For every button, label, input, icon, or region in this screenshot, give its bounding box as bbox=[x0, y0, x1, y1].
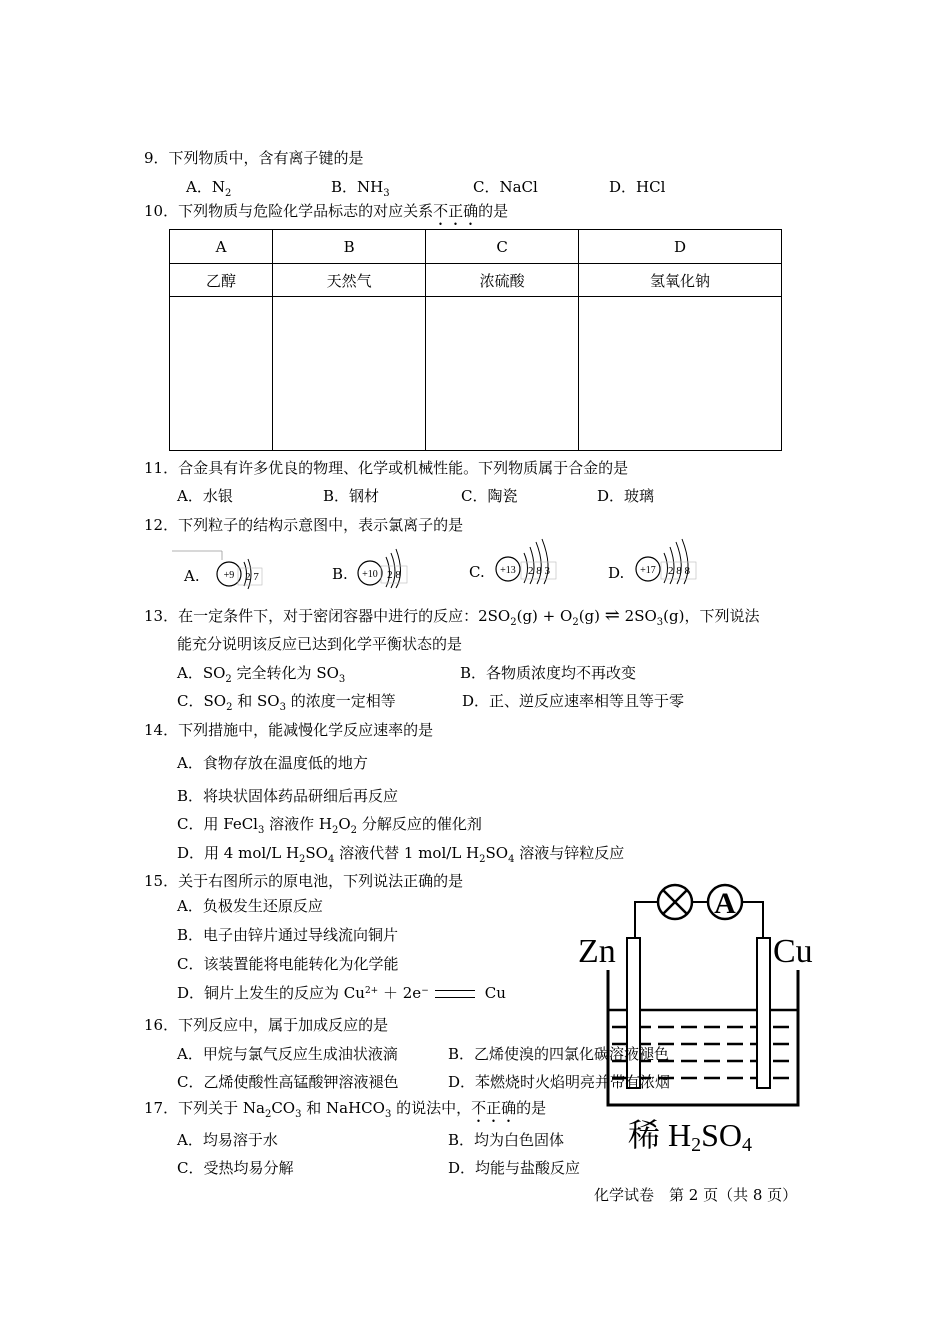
hazard-symbol-cell bbox=[170, 297, 273, 451]
copper-electrode bbox=[757, 938, 770, 1088]
zinc-electrode bbox=[627, 938, 640, 1088]
q11-stem: 11．合金具有许多优良的物理、化学或机械性能。下列物质属于合金的是 bbox=[144, 459, 629, 477]
q10-stem: 10．下列物质与危险化学品标志的对应关系不正确的是 bbox=[144, 202, 509, 220]
q15-option-a: A．负极发生还原反应 bbox=[177, 897, 323, 915]
atom-nucleus-label: +9 bbox=[223, 570, 235, 581]
q17-stem: 17．下列关于 $Na_2CO_3$ 和 NaHCO$_3$ 的说法中，不正确的是 bbox=[144, 1099, 547, 1120]
q17-option-b: B．均为白色固体 bbox=[448, 1131, 565, 1149]
atom-shell-label: 2 8 bbox=[387, 569, 401, 581]
q16-option-d: D．苯燃烧时火焰明亮并带有浓烟 bbox=[448, 1073, 671, 1091]
table-header: D bbox=[579, 230, 782, 264]
atom-diagram-c bbox=[486, 537, 566, 585]
table-header: A bbox=[170, 230, 273, 264]
acid-label: 稀 H2SO4 bbox=[628, 1117, 753, 1155]
q12-option-b: B. bbox=[332, 565, 348, 583]
svg-text:A: A bbox=[714, 887, 736, 920]
q13-stem-line2: 能充分说明该反应已达到化学平衡状态的是 bbox=[177, 635, 463, 653]
q12-option-a: A. bbox=[184, 567, 200, 585]
atom-nucleus-label: +17 bbox=[640, 565, 656, 576]
q9-option-d: D．HCl bbox=[609, 178, 666, 196]
galvanic-cell-diagram bbox=[570, 870, 830, 1155]
table-cell: 氢氧化钠 bbox=[579, 264, 782, 297]
table-cell: 乙醇 bbox=[170, 264, 273, 297]
q13-option-b: B．各物质浓度均不再改变 bbox=[460, 664, 637, 682]
q11-option-a: A．水银 bbox=[177, 487, 233, 505]
reaction-equals-sign bbox=[435, 990, 475, 998]
atom-diagram-b bbox=[350, 545, 420, 589]
hazard-symbol-cell bbox=[426, 297, 579, 451]
q15-stem: 15．关于右图所示的原电池，下列说法正确的是 bbox=[144, 872, 464, 890]
q13-option-c: C．$SO_2$ 和 $SO_3$ 的浓度一定相等 bbox=[177, 692, 396, 713]
hazard-symbol-table bbox=[169, 229, 782, 451]
hazard-symbol-cell bbox=[579, 297, 782, 451]
q17-option-a: A．均易溶于水 bbox=[177, 1131, 278, 1149]
q11-option-b: B．钢材 bbox=[323, 487, 380, 505]
atom-diagram-d bbox=[626, 537, 706, 585]
q15-option-b: B．电子由锌片通过导线流向铜片 bbox=[177, 926, 399, 944]
atom-shell-label: 2 7 bbox=[245, 571, 259, 583]
q15-option-c: C．该装置能将电能转化为化学能 bbox=[177, 955, 399, 973]
table-cell: 浓硫酸 bbox=[426, 264, 579, 297]
zinc-label: Zn bbox=[578, 933, 616, 970]
q13-stem: 13．在一定条件下，对于密闭容器中进行的反应：$2SO_2(g) + O_2(g)$ ⇌ $2SO_3(g)$，下列说法 bbox=[144, 605, 760, 628]
atom-diagram-a bbox=[172, 550, 268, 594]
atom-shell-label: 2 8 3 bbox=[528, 565, 550, 577]
q16-stem: 16．下列反应中，属于加成反应的是 bbox=[144, 1016, 389, 1034]
table-header: B bbox=[273, 230, 426, 264]
q13-option-a: A．$SO_2$ 完全转化为 $SO_3$ bbox=[177, 664, 346, 685]
table-cell: 天然气 bbox=[273, 264, 426, 297]
q9-stem: 9．下列物质中，含有离子键的是 bbox=[144, 149, 364, 167]
q16-option-c: C．乙烯使酸性高锰酸钾溶液褪色 bbox=[177, 1073, 399, 1091]
copper-label: Cu bbox=[773, 933, 813, 970]
q15-option-d: D．铜片上发生的反应为 $Cu^{2+} + 2e^-$ Cu bbox=[177, 984, 506, 1002]
q17-option-d: D．均能与盐酸反应 bbox=[448, 1159, 581, 1177]
table-header: C bbox=[426, 230, 579, 264]
page-footer: 化学试卷 第 2 页（共 8 页） bbox=[594, 1186, 798, 1204]
q17-option-c: C．受热均易分解 bbox=[177, 1159, 294, 1177]
q9-option-c: C．NaCl bbox=[473, 178, 538, 196]
q12-option-d: D. bbox=[608, 564, 625, 582]
q9-option-a: A．$N_2$ bbox=[186, 178, 232, 199]
q12-stem: 12．下列粒子的结构示意图中，表示氯离子的是 bbox=[144, 516, 464, 534]
atom-nucleus-label: +10 bbox=[362, 569, 378, 580]
q14-option-c: C．用 FeCl$_3$ 溶液作 $H_2O_2$ 分解反应的催化剂 bbox=[177, 815, 482, 836]
q13-option-d: D．正、逆反应速率相等且等于零 bbox=[462, 692, 685, 710]
q9-option-b: B．$NH_3$ bbox=[331, 178, 390, 199]
q14-stem: 14．下列措施中，能减慢化学反应速率的是 bbox=[144, 721, 434, 739]
q14-option-b: B．将块状固体药品研细后再反应 bbox=[177, 787, 399, 805]
atom-shell-label: 2 8 8 bbox=[668, 565, 690, 577]
q16-option-b: B．乙烯使溴的四氯化碳溶液褪色 bbox=[448, 1045, 670, 1063]
q12-option-c: C. bbox=[469, 563, 485, 581]
ammeter-icon bbox=[708, 885, 742, 920]
q14-option-a: A．食物存放在温度低的地方 bbox=[177, 754, 368, 772]
equilibrium-arrow: ⇌ bbox=[604, 605, 620, 626]
q11-option-d: D．玻璃 bbox=[597, 487, 655, 505]
hazard-symbol-cell bbox=[273, 297, 426, 451]
q16-option-a: A．甲烷与氯气反应生成油状液滴 bbox=[177, 1045, 398, 1063]
atom-nucleus-label: +13 bbox=[500, 565, 516, 576]
q14-option-d: D．用 4 mol/L $H_2SO_4$ 溶液代替 1 mol/L $H_2SO_4$ 溶液与锌粒反应 bbox=[177, 844, 625, 865]
lamp-icon bbox=[658, 885, 692, 919]
q11-option-c: C．陶瓷 bbox=[461, 487, 518, 505]
